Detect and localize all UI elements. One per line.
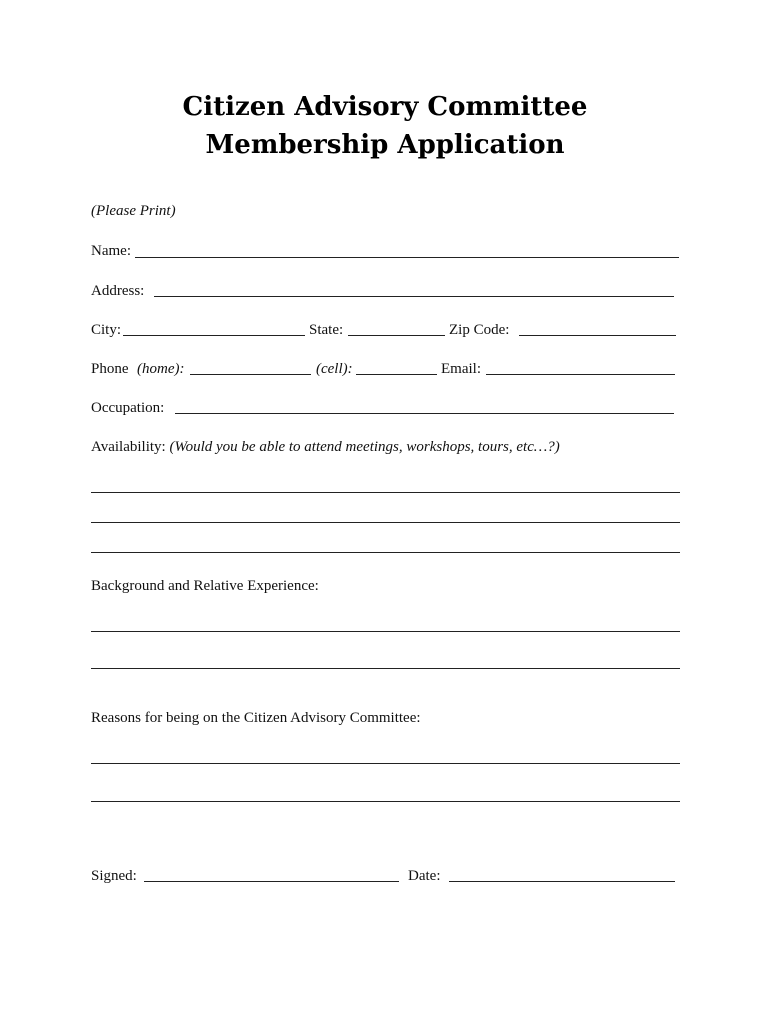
- phone-label: Phone: [91, 361, 129, 377]
- phone-home-field[interactable]: [190, 374, 311, 375]
- city-field[interactable]: [123, 335, 305, 336]
- zip-code-label: Zip Code:: [449, 322, 510, 338]
- availability-line-1[interactable]: [91, 492, 680, 493]
- zip-code-field[interactable]: [519, 335, 676, 336]
- state-label: State:: [309, 322, 344, 338]
- availability-label: [91, 438, 560, 456]
- name-field[interactable]: [135, 257, 679, 258]
- phone-cell-label: (cell):: [316, 361, 353, 377]
- occupation-label: Occupation:: [91, 400, 165, 416]
- background-line-1[interactable]: [91, 631, 680, 632]
- phone-cell-field[interactable]: [356, 374, 437, 375]
- signature-field[interactable]: [144, 881, 399, 882]
- background-line-2[interactable]: [91, 668, 680, 669]
- availability-hint: (Would you be able to attend meetings, workshops, tours, etc…?): [169, 439, 560, 455]
- address-field[interactable]: [154, 296, 674, 297]
- please-print-note: (Please Print): [91, 203, 176, 219]
- title-line-2: Membership Application: [205, 130, 565, 160]
- state-field[interactable]: [348, 335, 445, 336]
- city-label: City:: [91, 322, 122, 338]
- reasons-line-1[interactable]: [91, 763, 680, 764]
- title-line-1: Citizen Advisory Committee: [182, 92, 588, 122]
- availability-line-2[interactable]: [91, 522, 680, 523]
- signed-label: Signed:: [91, 868, 137, 884]
- date-label: Date:: [408, 868, 441, 884]
- occupation-field[interactable]: [175, 413, 674, 414]
- reasons-line-2[interactable]: [91, 801, 680, 802]
- email-label: Email:: [441, 361, 481, 377]
- availability-line-3[interactable]: [91, 552, 680, 553]
- availability-label-text: Availability:: [91, 439, 166, 455]
- date-field[interactable]: [449, 881, 675, 882]
- address-label: Address:: [91, 283, 145, 299]
- name-label: Name:: [91, 243, 131, 259]
- reasons-label: Reasons for being on the Citizen Advisory Committee:: [91, 710, 421, 726]
- phone-home-label: (home):: [137, 361, 185, 377]
- email-field[interactable]: [486, 374, 675, 375]
- background-label: Background and Relative Experience:: [91, 578, 319, 594]
